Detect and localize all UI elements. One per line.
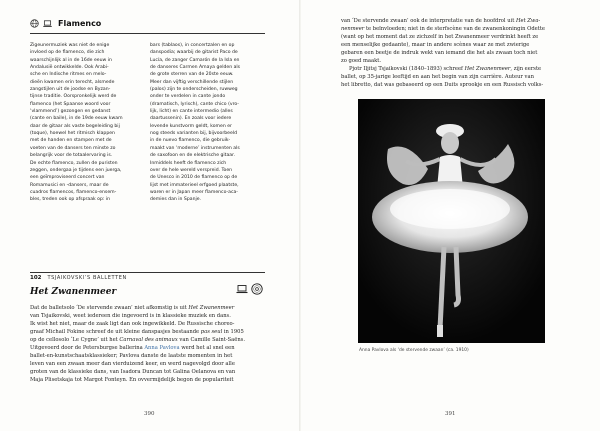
box-text-line: daar de gitaar als vaste begeleiding bij [30, 123, 120, 129]
globe-icon [30, 19, 39, 28]
box-text-line: lijk, licht) en cante intermedio (alles [150, 109, 233, 115]
box-title: Flamenco [58, 18, 102, 28]
box-text-line: tijnse traditie. Oorspronkelijk werd de [30, 94, 117, 100]
text-line: Dat de balletsolo ‘De stervende zwaan’ niet afkomstig is uit Het Zwanenmeer [30, 305, 235, 311]
right-page [301, 0, 600, 431]
section-label: TSJAIKOVSKI’S BALLETTEN [47, 275, 127, 281]
laptop-icon [43, 19, 52, 28]
cd-icon [251, 283, 263, 295]
box-text-line: Romamusici en -dansers, maar de [30, 182, 109, 188]
text-line: het libretto, dat was gebaseerd op een Duits sprookje en een Russisch volks- [341, 82, 544, 89]
box-text-line: de grote sterren van de 20ste eeuw. [150, 72, 234, 78]
box-text-line: de saxofoon en de elektrische gitaar. [150, 153, 236, 159]
box-text-line: cuadros flamencos, flamenco-ensem- [30, 189, 117, 195]
text-line: Pjotr Iljitsj Tsjaikovski (1840–1893) schreef Het Zwanenmeer, zijn eerste [349, 66, 542, 73]
box-text-line: bles, treden ook op afspraak op: in [30, 197, 111, 203]
text-line: (want op het moment dat ze zichzelf in het Zwanenmeer verdrinkt heeft ze [341, 34, 539, 41]
text-line: graaf Michail Fokine schreef de uit kleine danspasjes bestaande pas seul in 1905 [30, 329, 244, 336]
section-title: Het Zwanenmeer [30, 287, 117, 297]
text-line: nenmeer te beïnvloeden; niet in de sterfscène van de zwanenkoningin Odette [341, 26, 545, 33]
text-line: gebaren een beetje de indruk wekt van iemand die het als zwaan toch niet [341, 50, 538, 57]
section-header [30, 275, 127, 285]
anna-pavlova-link[interactable]: Anna Pavlova [144, 345, 180, 352]
box-text-line: lijst met immaterieel erfgoed plaatste, [150, 182, 239, 188]
box-text-line: maakt van ‘moderne’ instrumenten als [150, 145, 240, 151]
box-text-line: flamenco (het Spaanse woord voor [30, 101, 111, 107]
box-text-line: waren er in Japan meer flamenco-aca- [150, 189, 238, 195]
box-text-line: demies dan in Spanje. [150, 197, 202, 203]
photo-caption: Anna Pavlova als ‘de stervende zwaan’ (ca. 1910) [359, 348, 469, 353]
right-body-text [341, 17, 581, 89]
section-rule [30, 272, 265, 273]
box-text-line: over de hele wereld verspreid. Toen [150, 167, 233, 173]
box-text-line: danspodia; waarbij de gitarist Paco de [150, 50, 238, 56]
page-number-right: 391 [445, 411, 456, 417]
box-text-line: nog steeds varianten bij, bijvoorbeeld [150, 131, 237, 137]
box-text-line: Andalusië ontwikkelde. Ook Arabi- [30, 65, 109, 71]
box-text-line: ‘vlammend’) gezongen en gedanst [30, 109, 111, 115]
box-text-line: zeggen, ondergaa je tijdens een juerga, [30, 167, 122, 173]
ballerina-photo [358, 99, 545, 343]
text-line: leven van een zwaan meer dan vierduizend keer, en werd nagevolgd door alle [30, 361, 235, 368]
box-text-line: dieën kwamen erin terecht, alsmede [30, 79, 115, 85]
text-line: van Tsjaikovski, weet iedereen die ingevoerd is in klassieke muziek en dans. [30, 313, 231, 320]
box-column-2 [150, 42, 263, 204]
box-text-line: (toque), hoewel het ritmisch klappen [30, 131, 115, 137]
box-text-line: invloed op de flamenco, die zich [30, 50, 105, 56]
box-text-line: Meer dan vijftig verschillende stijlen [150, 79, 234, 85]
box-text-line: bars (tablaos), in concertzalen en op [150, 43, 235, 48]
text-line: Maja Plisetskaja tot Margot Fonteyn. En ovvermijdelijk begon de populariteit [30, 377, 234, 384]
box-text-line: daartussenin). En zoals voor iedere [150, 116, 232, 122]
box-text-line: Zigeunermuziek was niet de enige [30, 43, 110, 48]
text-line: groten van de klassieke dans, van Isadora Duncan tot Galina Oelanova en van [30, 369, 236, 376]
text-line: Uitgevoerd door de Petersburgse ballerina Anna Pavlova werd het al snel een [30, 345, 235, 352]
box-text-line: de Unesco in 2010 de flamenco op de [150, 175, 238, 181]
box-rule [30, 33, 265, 34]
box-text-line: de danseres Carmen Amaya gelden als [150, 65, 241, 71]
box-text-line: De echte flamenco, zullen de puristen [30, 160, 118, 166]
laptop-icon [236, 283, 248, 295]
box-text-line: (dramatisch, lyrisch), cante chico (vro- [150, 101, 239, 107]
box-text-line: in de nuevo flamenco, die gebruik- [150, 138, 231, 144]
box-text-line: zangstijlen uit de joodse en Byzan- [30, 87, 111, 93]
left-body-text [30, 304, 270, 384]
box-text-line: onder te verdelen in cante jondo [150, 94, 226, 100]
text-line: Ik wist het niet, maar de zaak ligt dan ook ingewikkeld. De Russische choreo- [30, 321, 235, 328]
text-line: op de cellosolo ‘Le Cygne’ uit het Carnaval des animaux van Camille Saint-Saëns. [30, 337, 245, 344]
text-line: zo goed maakt. [341, 58, 381, 65]
box-column-1 [30, 42, 138, 204]
section-number: 102 [30, 275, 42, 281]
page-number-left: 390 [144, 411, 155, 417]
box-text-line: Lucía, de zanger Camarón de la Isla en [150, 57, 240, 63]
box-text-line: waarschijnlijk al in de 16de eeuw in [30, 57, 112, 63]
text-line: ballet, op 35-jarige leeftijd en aan het begin van zijn carrière. Auteur van [341, 74, 534, 81]
text-line: een menselijke gedaante), maar in andere scènes waar ze met zwierige [341, 42, 530, 49]
box-text-line: met de handen en stampen met de [30, 138, 112, 144]
box-text-line: Inmiddels heeft de flamenco zich [150, 160, 227, 166]
text-line: van ‘De stervende zwaan’ ook de interpretatie van de hoofdrol uit Het Zwa- [341, 18, 541, 24]
box-text-line: sche en Indische ritmes en melo- [30, 72, 107, 78]
box-text-line: levende kunstvorm geldt, komen er [150, 123, 232, 129]
box-text-line: (cante en baile), in de 19de eeuw kwam [30, 116, 123, 122]
box-header [30, 16, 265, 30]
section-icons [236, 283, 263, 295]
box-text-line: (palos) zijn te onderscheiden, ruwweg [150, 87, 238, 93]
left-page [0, 0, 299, 431]
box-text-line: een geïmproviseerd concert van [30, 175, 105, 181]
box-text-line: belangrijk voor de totaalervaring is. [30, 153, 113, 159]
text-line: ballet-en-kunstschaatsklassieker; Pavlova danste de laatste momenten in het [30, 353, 233, 360]
box-text-line: voeten van de dansers ten minste zo [30, 145, 116, 151]
